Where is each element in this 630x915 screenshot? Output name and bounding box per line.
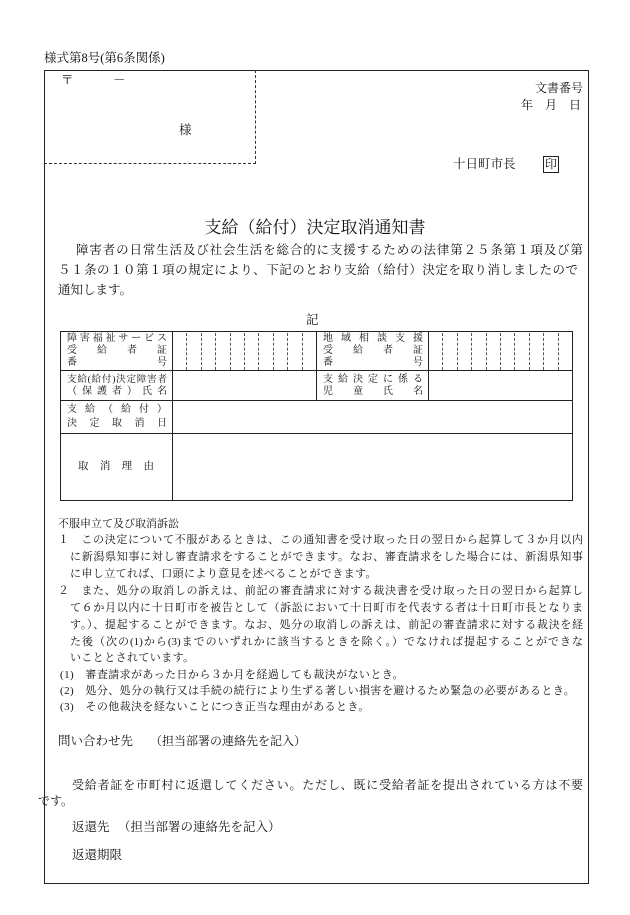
table-row: [61, 332, 573, 371]
return-notice-line: です。: [38, 794, 74, 808]
document-number-label: 文書番号: [534, 81, 583, 95]
digit-boxes: [173, 333, 316, 370]
child-name-cell: [429, 371, 573, 401]
service-certificate-label-cell: [61, 332, 173, 371]
digit-box: [544, 333, 558, 370]
intro-line: ５１条の１０第１項の規定により、下記のとおり支給（給付）決定を取り消しましたので: [58, 263, 578, 277]
label-line: （保護者）氏名: [67, 385, 167, 397]
label-line: 番号: [67, 357, 167, 368]
appeal-line: (3) その他裁決を経ないことにつき正当な理由があるとき。: [60, 701, 370, 713]
label-line: 地域相談支援: [323, 333, 423, 344]
form-number: 様式第8号(第6条関係): [44, 51, 165, 65]
label-line: 受給者証: [323, 345, 423, 356]
appeal-line: １ この決定について不服があるときは、この通知書を受け取った日の翌日から起算して３か月以内: [58, 534, 583, 546]
appeal-line: て６か月以内に十日町市を被告として（訴訟において十日町市を代表する者は十日町市長となりま: [70, 602, 583, 614]
table-row: [61, 401, 573, 434]
digit-box: [231, 333, 245, 370]
child-label-cell: [317, 371, 429, 401]
label-line: 障害福祉サービス: [67, 333, 167, 344]
date-label: 年 月 日: [520, 98, 581, 112]
address-window: [44, 70, 256, 164]
digit-box: [245, 333, 259, 370]
digit-box: [173, 333, 187, 370]
appeal-line: (1) 審査請求があった日から３か月を経過しても裁決がないとき。: [60, 669, 405, 681]
appeal-line: (2) 処分、処分の執行又は手続の続行により生ずる著しい損害を避けるため緊急の必要があるとき。: [60, 685, 576, 697]
appeal-line: ２ また、処分の取消しの訴えは、前記の審査請求に対する裁決書を受け取った日の翌日から起算し: [58, 585, 583, 597]
digit-box: [458, 333, 472, 370]
digit-box: [216, 333, 230, 370]
appeal-line: た後（次の(1)から(3)までのいずれかに該当するときを除く。）でなければ提起することができな: [70, 636, 583, 648]
digit-box: [501, 333, 515, 370]
digit-box: [288, 333, 302, 370]
reason-value-cell: [173, 434, 573, 501]
digit-box: [515, 333, 529, 370]
recipient-name-cell: [173, 371, 317, 401]
intro-line: 障害者の日常生活及び社会生活を総合的に支援するための法律第２５条第１項及び第: [76, 243, 583, 257]
cancel-date-label-cell: [61, 401, 173, 434]
document-title: 支給（給付）決定取消通知書: [204, 218, 426, 237]
area-certificate-label-cell: [317, 332, 429, 371]
inquiry-label: 問い合わせ先: [58, 734, 134, 748]
appeal-line: に申し立てれば、口頭により意見を述べることができます。: [70, 568, 377, 580]
appeal-line: に新潟県知事に対し審査請求をすることができます。なお、審査請求をした場合には、新潟県知事: [70, 551, 583, 563]
table-row: [61, 434, 573, 501]
label-line: 取消理由: [78, 461, 154, 472]
ki-heading: 記: [306, 313, 319, 327]
recipient-label-cell: [61, 371, 173, 401]
digit-box: [259, 333, 273, 370]
decision-table: [60, 331, 573, 501]
label-line: 受給者証: [67, 345, 167, 356]
digit-box: [472, 333, 486, 370]
intro-line: 通知します。: [58, 283, 133, 297]
digit-box: [202, 333, 216, 370]
digit-box: [487, 333, 501, 370]
reason-label-cell: [61, 434, 173, 501]
cancel-date-value-cell: [173, 401, 573, 434]
label-line: 支給(給付)決定障害者: [67, 373, 167, 385]
digit-box: [443, 333, 457, 370]
issuer-name: 十日町市長: [453, 157, 516, 171]
table-row: [61, 371, 573, 401]
digit-box: [559, 333, 572, 370]
label-line: 番号: [323, 357, 423, 368]
postal-dash: －: [113, 73, 126, 87]
seal-box: 印: [544, 157, 557, 171]
appeal-line: す。）、提起することができます。なお、処分の取消しの訴えは、前記の審査請求に対する裁決を経: [70, 619, 583, 631]
return-to-label: 返還先: [72, 820, 110, 834]
digit-box: [274, 333, 288, 370]
return-to-note: （担当部署の連絡先を記入）: [118, 820, 281, 834]
label-line: 支給決定に係る: [323, 373, 423, 385]
addressee-honorific: 様: [179, 123, 192, 137]
label-line: 支給（給付）: [67, 404, 167, 415]
digit-box: [530, 333, 544, 370]
area-certificate-number-cell: [429, 332, 573, 371]
postal-mark: 〒: [61, 73, 74, 87]
digit-box: [303, 333, 316, 370]
appeal-heading: 不服申立て及び取消訴訟: [58, 518, 179, 530]
label-line: 決定取消日: [67, 418, 167, 429]
label-line: 児童氏名: [323, 385, 423, 397]
return-deadline-label: 返還期限: [72, 848, 123, 862]
digit-boxes: [429, 333, 572, 370]
inquiry-note: （担当部署の連絡先を記入）: [150, 734, 307, 748]
service-certificate-number-cell: [173, 332, 317, 371]
digit-box: [187, 333, 201, 370]
return-notice-line: 受給者証を市町村に返還してください。ただし、既に受給者証を提出されている方は不要: [72, 778, 583, 792]
digit-box: [429, 333, 443, 370]
appeal-line: いこととされています。: [70, 652, 195, 664]
